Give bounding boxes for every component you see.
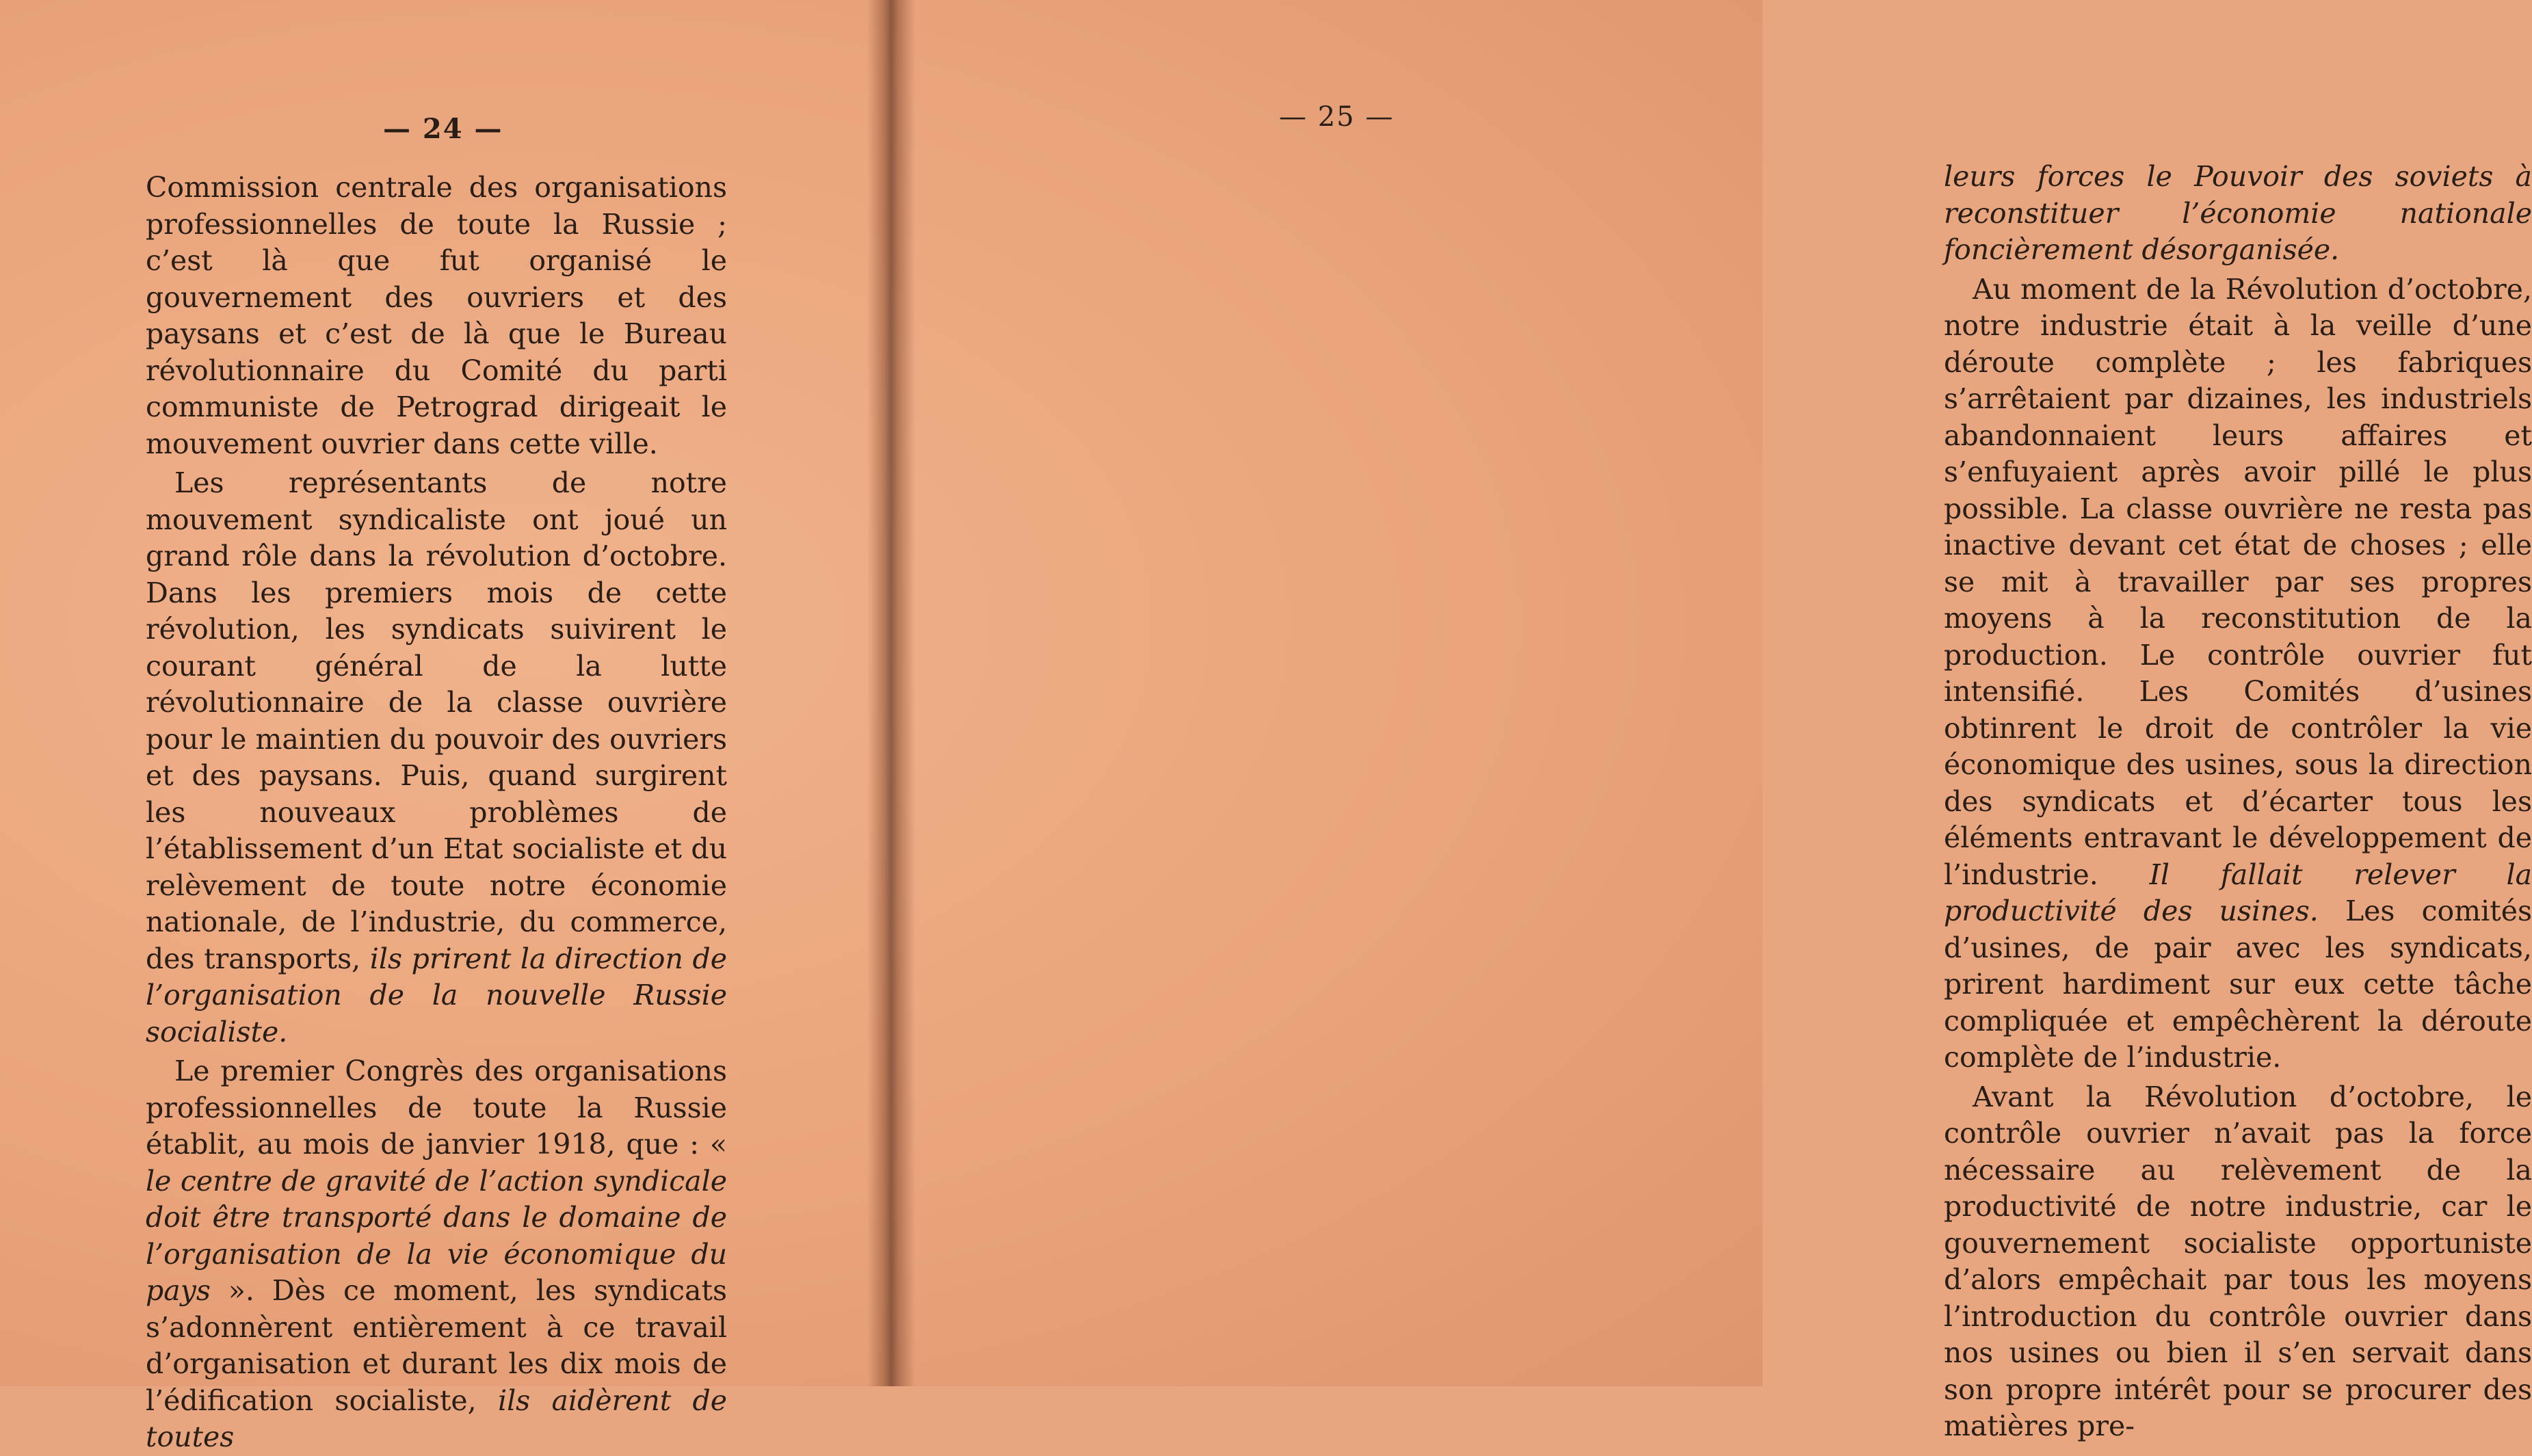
paragraph bbox=[1944, 272, 2532, 1076]
italic-text: ils prirent la direction de l’organisation de la nouvelle Russie socialiste. bbox=[146, 942, 727, 1048]
italic-text: le centre de gravité de l’action syndicale doit être transporté dans le domaine de l’organisation de la vie économique du pays bbox=[146, 1164, 727, 1307]
page-number: — 25 — bbox=[1279, 101, 1395, 133]
body-text: Au moment de la Révolution d’octobre, notre industrie était à la veille d’une déroute complète ; les fabriques s’arrêtaient par dizaines, les industriels abandonnaient leurs affaires et s’enfuyaient après avoir pillé le plus possible. La classe ouvrière ne resta pas inactive devant cet état de choses ; elle se mit à travailler par ses propres moyens à la reconstitution de la production. Le contrôle ouvrier fut intensifié. Les Comités d’usines obtinrent le droit de contrôler la vie économique des usines, sous la direction des syndicats et d’écarter tous les éléments entravant le développement de l’industrie. bbox=[1944, 272, 2532, 891]
paragraph bbox=[1944, 1079, 2532, 1445]
paragraph bbox=[1944, 159, 2532, 269]
left-page bbox=[0, 0, 882, 1453]
body-text: Commission centrale des organisations professionnelles de toute la Russie ; c’est là que fut organisé le gouvernement des ouvriers et des paysans et c’est de là que le Bureau révolutionnaire du Comité du parti communiste de Petrograd dirigeait le mouvement ouvrier dans cette ville. bbox=[146, 171, 727, 460]
page-text bbox=[1944, 159, 2532, 1445]
page-number: — 24 — bbox=[383, 113, 503, 145]
body-text: ». Dès ce moment, les syndicats s’adonnèrent entièrement à ce travail d’organisation et durant les dix mois de l’édification socialiste, bbox=[146, 1274, 727, 1417]
page-text bbox=[146, 170, 727, 1456]
paragraph bbox=[146, 465, 727, 1050]
italic-text: ils aidèrent de toutes bbox=[146, 1384, 728, 1453]
italic-text: leurs forces le Pouvoir des soviets à reconstituer l’économie nationale foncièrement désorganisée. bbox=[1944, 160, 2532, 266]
italic-text: Il fallait relever la productivité des usines. bbox=[1944, 858, 2532, 927]
right-page bbox=[901, 0, 2532, 1442]
body-text: Le premier Congrès des organisations professionnelles de toute la Russie établit, au mois de janvier 1918, que : « bbox=[146, 1055, 727, 1161]
paragraph bbox=[146, 170, 727, 462]
body-text: Avant la Révolution d’octobre, le contrôle ouvrier n’avait pas la force nécessaire au relèvement de la productivité de notre industrie, car le gouvernement socialiste opportuniste d’alors empêchait par tous les moyens l’introduction du contrôle ouvrier dans nos usines ou bien il s’en servait dans son propre intérêt pour se procurer des matières pre- bbox=[1944, 1080, 2532, 1442]
paragraph bbox=[146, 1053, 727, 1456]
body-text: Les comités d’usines, de pair avec les syndicats, prirent hardiment sur eux cette tâche compliquée et empêchèrent la déroute complète de l’industrie. bbox=[1944, 895, 2532, 1074]
body-text: Les représentants de notre mouvement syndicaliste ont joué un grand rôle dans la révolution d’octobre. Dans les premiers mois de cette révolution, les syndicats suivirent le courant général de la lutte révolutionnaire de la classe ouvrière pour le maintien du pouvoir des ouvriers et des paysans. Puis, quand surgirent les nouveaux problèmes de l’établissement d’un Etat socialiste et du relèvement de toute notre économie nationale, de l’industrie, du commerce, des transports, bbox=[146, 466, 727, 975]
